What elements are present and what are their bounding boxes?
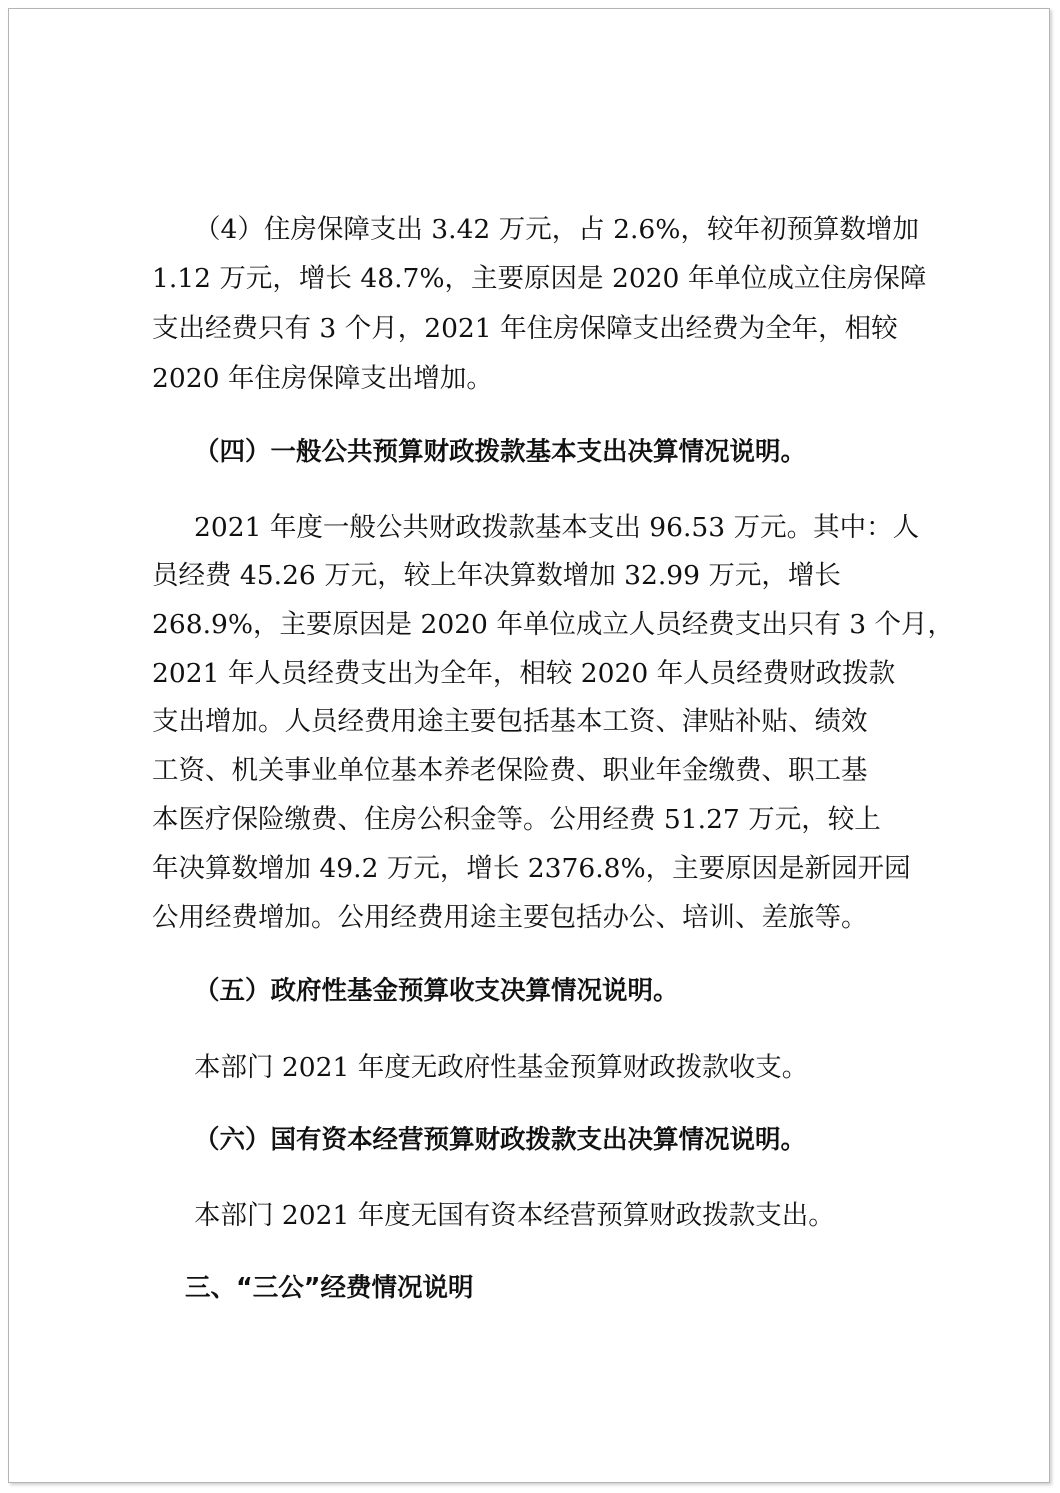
basic-para-line-9: 公用经费增加。公用经费用途主要包括办公、培训、差旅等。: [152, 902, 868, 933]
basic-para-line-2: 员经费 45.26 万元，较上年决算数增加 32.99 万元，增长: [152, 560, 841, 591]
heading-three-public: 三、“三公”经费情况说明: [185, 1273, 474, 1303]
housing-para-line-1: （4）住房保障支出 3.42 万元，占 2.6%，较年初预算数增加: [194, 214, 919, 245]
housing-para-line-4: 2020 年住房保障支出增加。: [152, 363, 493, 394]
basic-para-line-7: 本医疗保险缴费、住房公积金等。公用经费 51.27 万元，较上: [152, 804, 881, 835]
heading-state-capital: （六）国有资本经营预算财政拨款支出决算情况说明。: [194, 1125, 807, 1155]
gov-fund-para: 本部门 2021 年度无政府性基金预算财政拨款收支。: [194, 1052, 809, 1083]
state-capital-para: 本部门 2021 年度无国有资本经营预算财政拨款支出。: [194, 1200, 835, 1231]
basic-para-line-8: 年决算数增加 49.2 万元，增长 2376.8%，主要原因是新园开园: [152, 853, 911, 884]
basic-para-line-4: 2021 年人员经费支出为全年，相较 2020 年人员经费财政拨款: [152, 658, 896, 689]
document-page: [8, 8, 1050, 1483]
heading-basic-expenditure: （四）一般公共预算财政拨款基本支出决算情况说明。: [194, 437, 807, 467]
housing-para-line-2: 1.12 万元，增长 48.7%，主要原因是 2020 年单位成立住房保障: [152, 263, 927, 294]
basic-para-line-6: 工资、机关事业单位基本养老保险费、职业年金缴费、职工基: [152, 755, 868, 786]
basic-para-line-5: 支出增加。人员经费用途主要包括基本工资、津贴补贴、绩效: [152, 706, 868, 737]
basic-para-line-3: 268.9%，主要原因是 2020 年单位成立人员经费支出只有 3 个月，: [152, 609, 955, 640]
basic-para-line-1: 2021 年度一般公共财政拨款基本支出 96.53 万元。其中：人: [194, 512, 920, 543]
housing-para-line-3: 支出经费只有 3 个月，2021 年住房保障支出经费为全年，相较: [152, 313, 898, 344]
heading-gov-fund: （五）政府性基金预算收支决算情况说明。: [194, 976, 679, 1006]
